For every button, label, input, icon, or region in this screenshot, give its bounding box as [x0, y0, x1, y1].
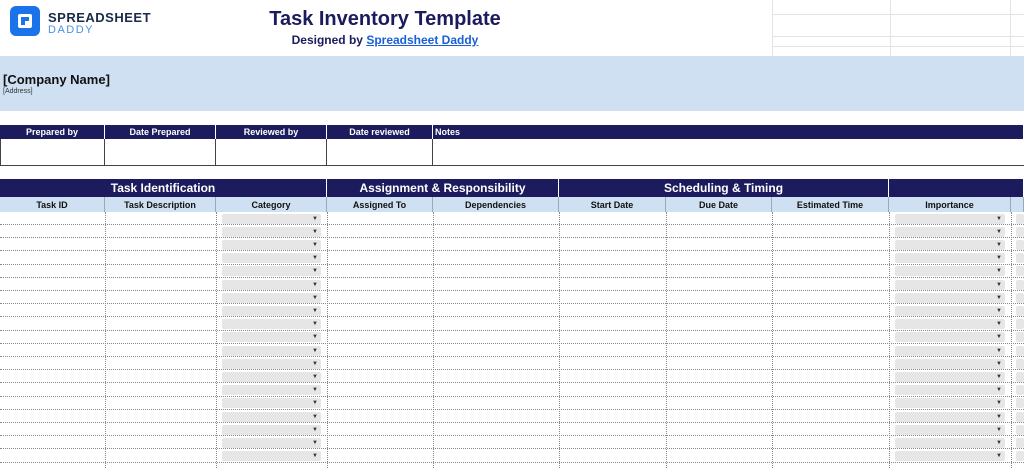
col-task-description: Task Description — [105, 197, 216, 212]
col-dependencies: Dependencies — [433, 197, 559, 212]
extra-dropdown[interactable] — [1016, 346, 1024, 356]
table-row[interactable] — [0, 344, 1024, 357]
chevron-down-icon: ▼ — [996, 453, 1002, 460]
extra-dropdown[interactable] — [1016, 398, 1024, 408]
category-dropdown[interactable] — [222, 293, 321, 303]
importance-dropdown[interactable] — [895, 398, 1005, 408]
column-divider — [105, 212, 106, 468]
page-title: Task Inventory Template — [269, 8, 501, 30]
extra-dropdown[interactable] — [1016, 280, 1024, 290]
chevron-down-icon: ▼ — [312, 307, 318, 314]
extra-dropdown[interactable] — [1016, 319, 1024, 329]
chevron-down-icon: ▼ — [312, 268, 318, 275]
chevron-down-icon: ▼ — [996, 413, 1002, 420]
extra-dropdown[interactable] — [1016, 227, 1024, 237]
column-divider — [666, 212, 667, 468]
importance-dropdown[interactable] — [895, 306, 1005, 316]
chevron-down-icon: ▼ — [312, 439, 318, 446]
company-name[interactable]: [Company Name] — [3, 72, 110, 87]
table-row[interactable] — [0, 436, 1024, 449]
prepared-by-field[interactable] — [0, 139, 105, 166]
importance-dropdown[interactable] — [895, 280, 1005, 290]
chevron-down-icon: ▼ — [996, 281, 1002, 288]
importance-dropdown[interactable] — [895, 293, 1005, 303]
company-band — [0, 56, 1024, 111]
chevron-down-icon: ▼ — [312, 360, 318, 367]
column-divider — [559, 212, 560, 468]
importance-dropdown[interactable] — [895, 332, 1005, 342]
chevron-down-icon: ▼ — [996, 228, 1002, 235]
category-dropdown[interactable] — [222, 359, 321, 369]
category-dropdown[interactable] — [222, 385, 321, 395]
chevron-down-icon: ▼ — [312, 281, 318, 288]
section-scheduling: Scheduling & Timing — [559, 179, 889, 197]
category-dropdown[interactable] — [222, 425, 321, 435]
prepared-by-header: Prepared by — [0, 125, 105, 139]
logo-icon — [10, 6, 40, 36]
importance-dropdown[interactable] — [895, 372, 1005, 382]
col-assigned-to: Assigned To — [327, 197, 433, 212]
date-prepared-field[interactable] — [105, 139, 216, 166]
grid-line — [772, 36, 1024, 37]
chevron-down-icon: ▼ — [312, 400, 318, 407]
importance-dropdown[interactable] — [895, 385, 1005, 395]
table-row[interactable] — [0, 397, 1024, 410]
table-row[interactable] — [0, 291, 1024, 304]
table-row[interactable] — [0, 370, 1024, 383]
category-dropdown[interactable] — [222, 253, 321, 263]
category-dropdown[interactable] — [222, 346, 321, 356]
grid-line — [772, 46, 1024, 47]
importance-dropdown[interactable] — [895, 253, 1005, 263]
table-row[interactable] — [0, 357, 1024, 370]
col-due-date: Due Date — [666, 197, 772, 212]
chevron-down-icon: ▼ — [996, 373, 1002, 380]
importance-dropdown[interactable] — [895, 438, 1005, 448]
reviewed-by-field[interactable] — [216, 139, 327, 166]
chevron-down-icon: ▼ — [312, 413, 318, 420]
chevron-down-icon: ▼ — [996, 426, 1002, 433]
notes-field[interactable] — [433, 139, 1024, 166]
extra-dropdown[interactable] — [1016, 451, 1024, 461]
page-subtitle — [200, 33, 570, 47]
chevron-down-icon: ▼ — [312, 426, 318, 433]
chevron-down-icon: ▼ — [312, 387, 318, 394]
chevron-down-icon: ▼ — [312, 215, 318, 222]
chevron-down-icon: ▼ — [312, 228, 318, 235]
chevron-down-icon: ▼ — [312, 453, 318, 460]
category-dropdown[interactable] — [222, 398, 321, 408]
extra-dropdown[interactable] — [1016, 332, 1024, 342]
importance-dropdown[interactable] — [895, 451, 1005, 461]
importance-dropdown[interactable] — [895, 240, 1005, 250]
table-row[interactable] — [0, 384, 1024, 397]
category-dropdown[interactable] — [222, 306, 321, 316]
chevron-down-icon: ▼ — [312, 294, 318, 301]
chevron-down-icon: ▼ — [996, 347, 1002, 354]
date-reviewed-field[interactable] — [327, 139, 433, 166]
chevron-down-icon: ▼ — [996, 321, 1002, 328]
extra-dropdown[interactable] — [1016, 372, 1024, 382]
chevron-down-icon: ▼ — [996, 334, 1002, 341]
category-dropdown[interactable] — [222, 227, 321, 237]
extra-dropdown[interactable] — [1016, 266, 1024, 276]
category-dropdown[interactable] — [222, 280, 321, 290]
chevron-down-icon: ▼ — [996, 307, 1002, 314]
extra-dropdown[interactable] — [1016, 253, 1024, 263]
importance-dropdown[interactable] — [895, 359, 1005, 369]
table-row[interactable] — [0, 278, 1024, 291]
importance-dropdown[interactable] — [895, 425, 1005, 435]
category-dropdown[interactable] — [222, 214, 321, 224]
extra-dropdown[interactable] — [1016, 306, 1024, 316]
importance-dropdown[interactable] — [895, 319, 1005, 329]
chevron-down-icon: ▼ — [996, 294, 1002, 301]
extra-dropdown[interactable] — [1016, 214, 1024, 224]
col-importance: Importance — [889, 197, 1011, 212]
col-category: Category — [216, 197, 327, 212]
table-row[interactable] — [0, 238, 1024, 251]
chevron-down-icon: ▼ — [312, 373, 318, 380]
importance-dropdown[interactable] — [895, 412, 1005, 422]
col-estimated-time: Estimated Time — [772, 197, 889, 212]
chevron-down-icon: ▼ — [996, 387, 1002, 394]
category-dropdown[interactable] — [222, 451, 321, 461]
table-row[interactable] — [0, 318, 1024, 331]
table-row[interactable] — [0, 225, 1024, 238]
chevron-down-icon: ▼ — [996, 268, 1002, 275]
col-start-date: Start Date — [559, 197, 666, 212]
reviewed-by-header: Reviewed by — [216, 125, 327, 139]
extra-dropdown[interactable] — [1016, 359, 1024, 369]
chevron-down-icon: ▼ — [312, 347, 318, 354]
grid-line — [772, 14, 1024, 15]
notes-header: Notes — [433, 125, 1024, 139]
category-dropdown[interactable] — [222, 266, 321, 276]
chevron-down-icon: ▼ — [996, 439, 1002, 446]
category-dropdown[interactable] — [222, 332, 321, 342]
col-extra — [1011, 197, 1024, 212]
table-row[interactable] — [0, 212, 1024, 225]
column-divider — [889, 212, 890, 468]
chevron-down-icon: ▼ — [996, 360, 1002, 367]
extra-dropdown[interactable] — [1016, 240, 1024, 250]
section-task-identification: Task Identification — [0, 179, 327, 197]
column-divider — [772, 212, 773, 468]
importance-dropdown[interactable] — [895, 346, 1005, 356]
chevron-down-icon: ▼ — [312, 241, 318, 248]
date-reviewed-header: Date reviewed — [327, 125, 433, 139]
grid-line — [772, 0, 773, 56]
table-row[interactable] — [0, 410, 1024, 423]
category-dropdown[interactable] — [222, 438, 321, 448]
table-row[interactable] — [0, 331, 1024, 344]
grid-line — [890, 0, 891, 56]
logo-text: SPREADSHEET — [48, 10, 152, 25]
category-dropdown[interactable] — [222, 319, 321, 329]
chevron-down-icon: ▼ — [996, 255, 1002, 262]
designer-link[interactable]: Spreadsheet Daddy — [366, 33, 479, 47]
chevron-down-icon: ▼ — [996, 215, 1002, 222]
company-address[interactable]: [Address] — [3, 88, 33, 95]
importance-dropdown[interactable] — [895, 227, 1005, 237]
chevron-down-icon: ▼ — [996, 241, 1002, 248]
category-dropdown[interactable] — [222, 240, 321, 250]
subtitle-prefix: Designed by — [291, 33, 367, 47]
table-row[interactable] — [0, 304, 1024, 317]
table-row[interactable] — [0, 252, 1024, 265]
chevron-down-icon: ▼ — [312, 255, 318, 262]
chevron-down-icon: ▼ — [996, 400, 1002, 407]
date-prepared-header: Date Prepared — [105, 125, 216, 139]
section-extra — [889, 179, 1024, 197]
task-table-body — [0, 212, 1024, 468]
table-row[interactable] — [0, 423, 1024, 436]
extra-dropdown[interactable] — [1016, 425, 1024, 435]
col-task-id: Task ID — [0, 197, 105, 212]
extra-dropdown[interactable] — [1016, 385, 1024, 395]
chevron-down-icon: ▼ — [312, 334, 318, 341]
category-dropdown[interactable] — [222, 412, 321, 422]
table-row[interactable] — [0, 265, 1024, 278]
importance-dropdown[interactable] — [895, 214, 1005, 224]
chevron-down-icon: ▼ — [312, 321, 318, 328]
logo-subtext: DADDY — [48, 24, 95, 36]
column-divider — [1011, 212, 1012, 468]
column-divider — [216, 212, 217, 468]
section-assignment: Assignment & Responsibility — [327, 179, 559, 197]
column-divider — [327, 212, 328, 468]
column-divider — [433, 212, 434, 468]
extra-dropdown[interactable] — [1016, 412, 1024, 422]
importance-dropdown[interactable] — [895, 266, 1005, 276]
extra-dropdown[interactable] — [1016, 293, 1024, 303]
category-dropdown[interactable] — [222, 372, 321, 382]
extra-dropdown[interactable] — [1016, 438, 1024, 448]
table-row[interactable] — [0, 450, 1024, 463]
grid-line — [1010, 0, 1011, 56]
